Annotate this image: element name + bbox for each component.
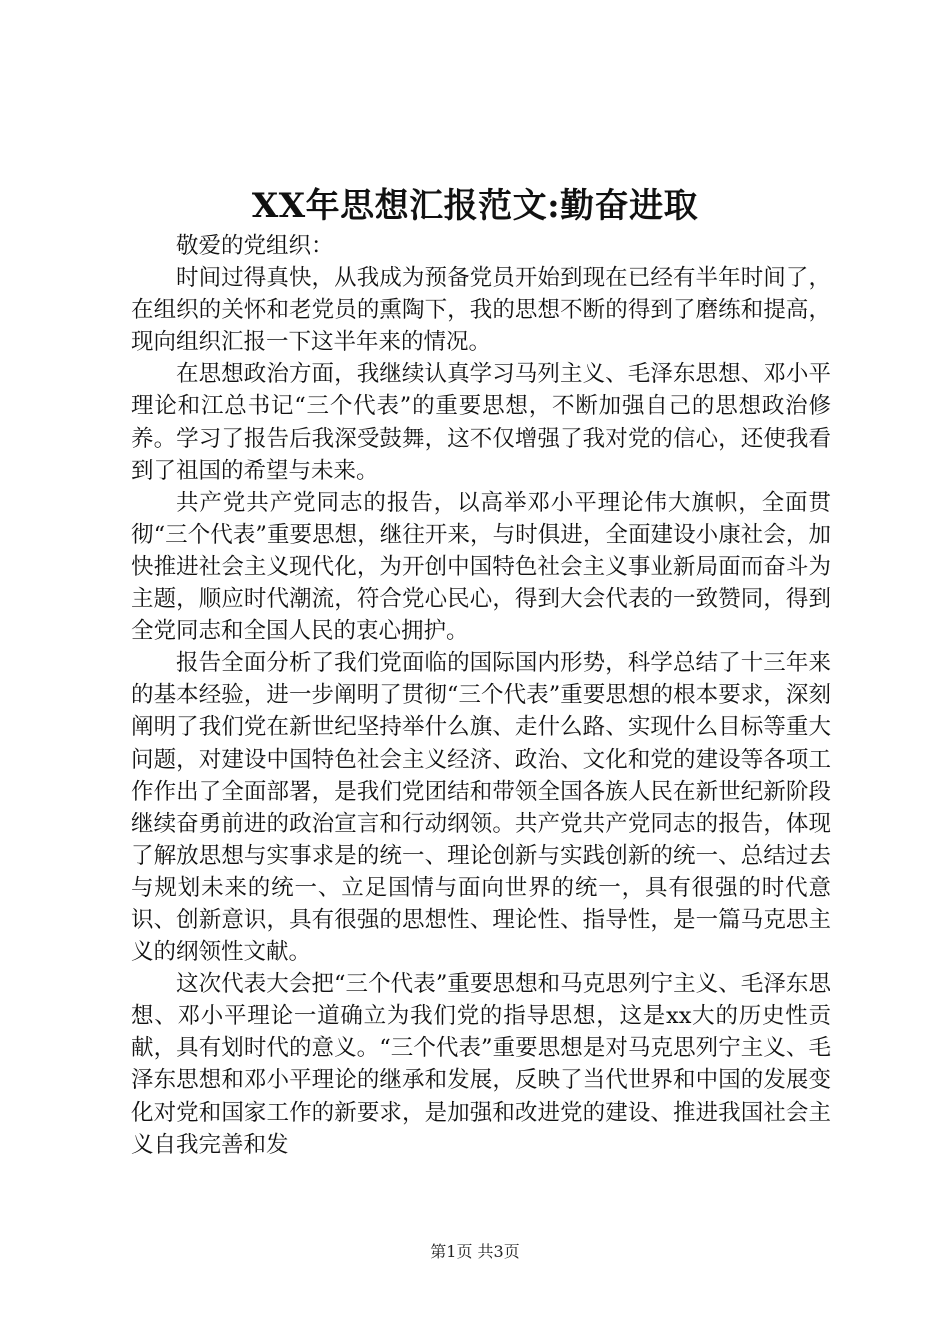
document-body <box>131 230 831 1161</box>
paragraph: 这次代表大会把“三个代表”重要思想和马克思列宁主义、毛泽东思想、邓小平理论一道确立为我们党的指导思想，这是xx大的历史性贡献，具有划时代的意义。“三个代表”重要思想是对马克思列宁主义、毛泽东思想和邓小平理论的继承和发展，反映了当代世界和中国的发展变化对党和国家工作的新要求，是加强和改进党的建设、推进我国社会主义自我完善和发 <box>131 971 831 1158</box>
page-footer <box>0 1240 950 1264</box>
paragraph: 在思想政治方面，我继续认真学习马列主义、毛泽东思想、邓小平理论和江总书记“三个代表”的重要思想，不断加强自己的思想政治修养。学习了报告后我深受鼓舞，这不仅增强了我对党的信心，还使我看到了祖国的希望与未来。 <box>131 361 831 484</box>
document-title: XX年思想汇报范文:勤奋进取 <box>251 186 699 226</box>
paragraph: 时间过得真快，从我成为预备党员开始到现在已经有半年时间了，在组织的关怀和老党员的熏陶下，我的思想不断的得到了磨练和提高，现向组织汇报一下这半年来的情况。 <box>131 265 831 356</box>
paragraph: 共产党共产党同志的报告，以高举邓小平理论伟大旗帜，全面贯彻“三个代表”重要思想，继往开来，与时俱进，全面建设小康社会，加快推进社会主义现代化，为开创中国特色社会主义事业新局面而奋斗为主题，顺应时代潮流，符合党心民心，得到大会代表的一致赞同，得到全党同志和全国人民的衷心拥护。 <box>131 489 831 645</box>
page-number: 第1页 共3页 <box>430 1242 520 1261</box>
paragraph: 报告全面分析了我们党面临的国际国内形势，科学总结了十三年来的基本经验，进一步阐明了贯彻“三个代表”重要思想的根本要求，深刻阐明了我们党在新世纪坚持举什么旗、走什么路、实现什么目标等重大问题，对建设中国特色社会主义经济、政治、文化和党的建设等各项工作作出了全面部署，是我们党团结和带领全国各族人民在新世纪新阶段继续奋勇前进的政治宣言和行动纲领。共产党共产党同志的报告，体现了解放思想与实事求是的统一、理论创新与实践创新的统一、总结过去与规划未来的统一、立足国情与面向世界的统一，具有很强的时代意识、创新意识，具有很强的思想性、理论性、指导性，是一篇马克思主义的纲领性文献。 <box>131 650 831 966</box>
salutation: 敬爱的党组织： <box>176 233 334 259</box>
